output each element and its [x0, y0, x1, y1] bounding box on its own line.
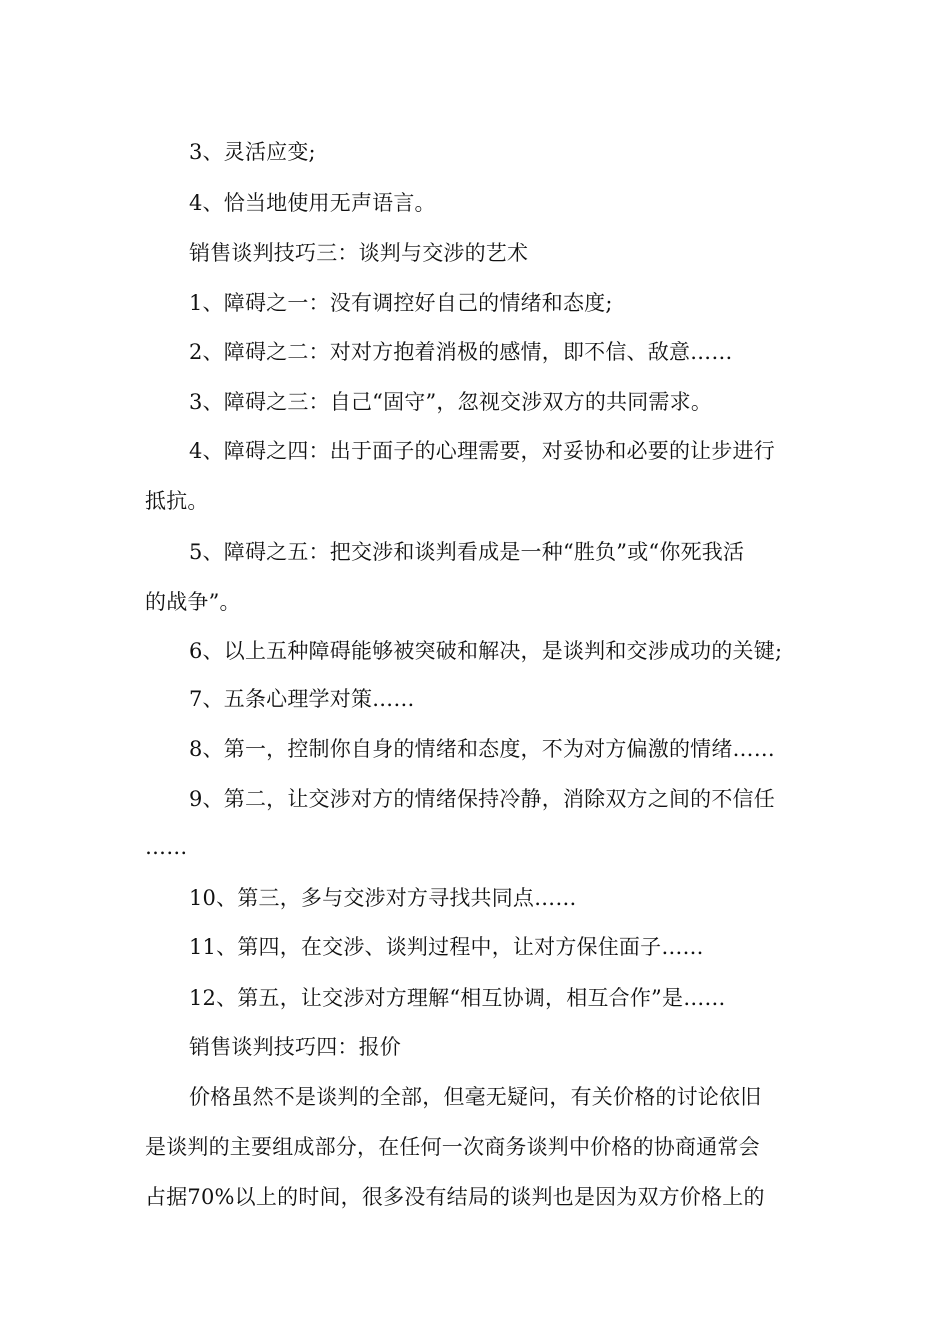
paragraph-line: 2、障碍之二：对对方抱着消极的感情，即不信、敌意……: [189, 340, 733, 364]
paragraph-line: ……: [145, 835, 188, 859]
paragraph-line: 5、障碍之五：把交涉和谈判看成是一种“胜负”或“你死我活: [189, 540, 745, 564]
paragraph-line: 的战争”。: [145, 590, 241, 614]
paragraph-line: 11、第四，在交涉、谈判过程中，让对方保住面子……: [189, 935, 704, 959]
paragraph-line: 4、恰当地使用无声语言。: [189, 191, 436, 215]
paragraph-line: 9、第二，让交涉对方的情绪保持冷静，消除双方之间的不信任: [189, 787, 775, 811]
paragraph-line: 1、障碍之一：没有调控好自己的情绪和态度;: [189, 291, 613, 315]
paragraph-line: 12、第五，让交涉对方理解“相互协调，相互合作”是……: [189, 986, 726, 1010]
paragraph-line: 3、障碍之三：自己“固守”，忽视交涉双方的共同需求。: [189, 390, 713, 414]
paragraph-line: 价格虽然不是谈判的全部，但毫无疑问，有关价格的讨论依旧: [189, 1085, 762, 1109]
paragraph-line: 抵抗。: [145, 489, 209, 513]
paragraph-line: 10、第三，多与交涉对方寻找共同点……: [189, 886, 577, 910]
paragraph-line: 8、第一，控制你自身的情绪和态度，不为对方偏激的情绪……: [189, 737, 775, 761]
paragraph-line: 4、障碍之四：出于面子的心理需要，对妥协和必要的让步进行: [189, 439, 775, 463]
paragraph-line: 3、灵活应变;: [189, 140, 316, 164]
section-heading: 销售谈判技巧三：谈判与交涉的艺术: [189, 241, 529, 265]
paragraph-line: 占据70%以上的时间，很多没有结局的谈判也是因为双方价格上的: [145, 1185, 765, 1209]
paragraph-line: 是谈判的主要组成部分，在任何一次商务谈判中价格的协商通常会: [145, 1135, 760, 1159]
paragraph-line: 6、以上五种障碍能够被突破和解决，是谈判和交涉成功的关键;: [189, 639, 783, 663]
section-heading: 销售谈判技巧四：报价: [189, 1035, 401, 1059]
paragraph-line: 7、五条心理学对策……: [189, 687, 415, 711]
